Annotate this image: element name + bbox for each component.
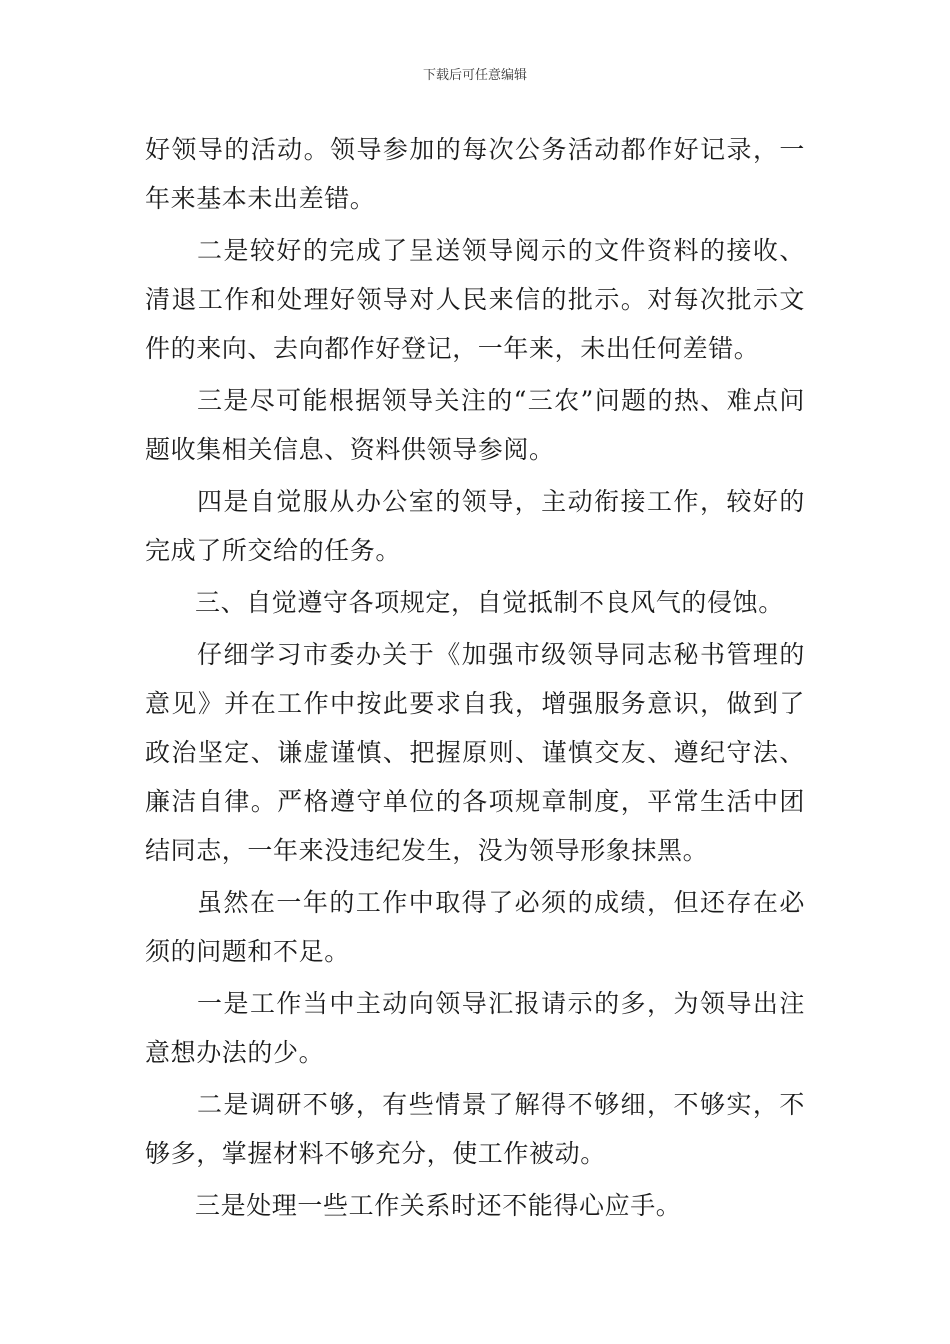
document-body [145,125,805,1233]
paragraph-point-two: 二是较好的完成了呈送领导阅示的文件资料的接收、清退工作和处理好领导对人民来信的批示。对每次批示文件的来向、去向都作好登记，一年来，未出任何差错。 [145,236,805,363]
paragraph-point-three: 三是尽可能根据领导关注的“三农”问题的热、难点问题收集相关信息、资料供领导参阅。 [145,386,805,464]
paragraph-point-four: 四是自觉服从办公室的领导，主动衔接工作，较好的完成了所交给的任务。 [145,487,805,565]
section-heading-three: 三、自觉遵守各项规定，自觉抵制不良风气的侵蚀。 [195,588,784,617]
paragraph-shortcoming-three: 三是处理一些工作关系时还不能得心应手。 [195,1191,682,1220]
page-header: 下载后可任意编辑 [422,68,527,83]
paragraph-shortcoming-one: 一是工作当中主动向领导汇报请示的多，为领导出注意想办法的少。 [145,989,805,1067]
paragraph-continuation: 好领导的活动。领导参加的每次公务活动都作好记录，一年来基本未出差错。 [145,135,805,213]
paragraph-shortcomings-intro: 虽然在一年的工作中取得了必须的成绩，但还存在必须的问题和不足。 [145,888,805,966]
paragraph-shortcoming-two: 二是调研不够，有些情景了解得不够细，不够实，不够多，掌握材料不够充分，使工作被动。 [145,1090,805,1168]
paragraph-study-regulations: 仔细学习市委办关于《加强市级领导同志秘书管理的意见》并在工作中按此要求自我，增强服务意识，做到了政治坚定、谦虚谨慎、把握原则、谨慎交友、遵纪守法、廉洁自律。严格遵守单位的各项规章制度，平常生活中团结同志，一年来没违纪发生，没为领导形象抹黑。 [145,640,805,865]
